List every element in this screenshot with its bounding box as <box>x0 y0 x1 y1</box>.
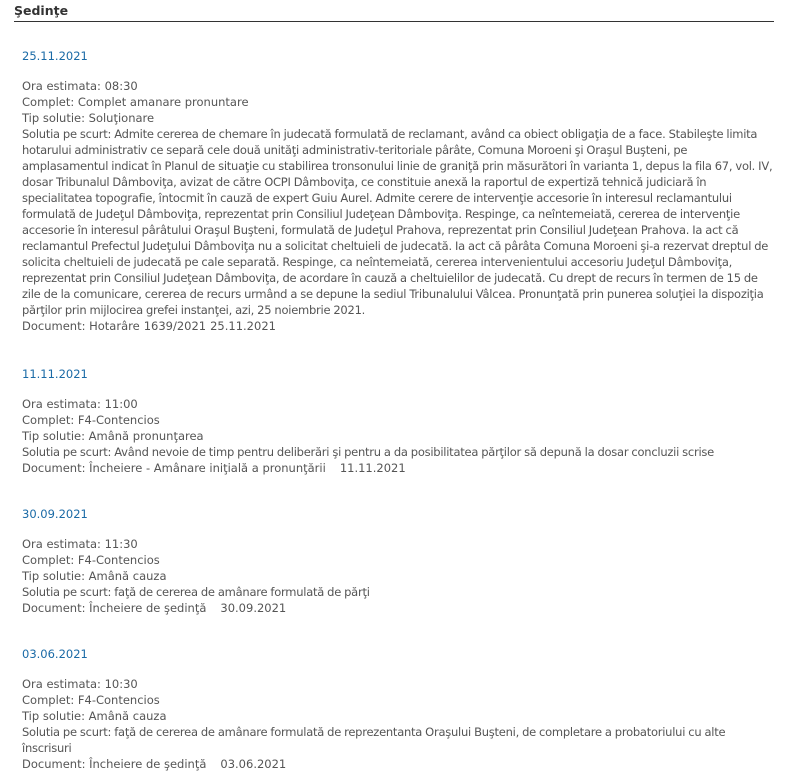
session-date: 25.11.2021 <box>22 49 88 63</box>
session-complet: Complet: F4-Contencios <box>22 553 160 567</box>
session-solutia: Solutia pe scurt: Admite cererea de chemare în judecată formulată de reclamant, având ca obiect obligaţia de a face. Stabileşte limita hotarului administrativ ce separă cele două unităţi administrativ-teritoriale pârâte, Comuna Moroeni şi Oraşul Buşteni, pe amplasamentul indicat în Planul de situaţie cu stabilirea tronsonului linie de graniţă prin măsurători în varianta 1, depus la fila 67, vol. IV, dosar Tribunalul Dâmboviţa, avizat de către OCPI Dâmboviţa, ce constituie anexă la raportul de expertiză tehnică judiciară în specialitatea topografie, întocmit în cauză de expert Guiu Aurel. Admite cerere de intervenţie accesorie în interesul reclamantului formulată de Judeţul Dâmboviţa, reprezentat prin Consiliul Judeţean Dâmboviţa. Respinge, ca neîntemeiată, cererea de intervenţie accesorie în interesul pârâtului Oraşul Buşteni, formulată de Judeţul Prahova, reprezentat prin Consiliul Judeţean Prahova. Ia act că reclamantul Prefectul Judeţului Dâmboviţa nu a solicitat cheltuieli de judecată. Ia act că pârâta Comuna Moroeni şi-a rezervat dreptul de solicita cheltuieli de judecată pe cale separată. Respinge, ca neîntemeiată, cererea intervenientului accesoriu Judeţul Dâmboviţa, reprezentat prin Consiliul Judeţean Dâmboviţa, de acordare în cauză a cheltuielilor de judecată. Cu drept de recurs în termen de 15 de zile de la comunicare, cererea de recurs urmând a se depune la sediul Tribunalului Vâlcea. Pronunţată prin punerea soluţiei la dispoziţia părţilor prin mijlocirea grefei instanţei, azi, 25 noiembrie 2021. <box>22 127 773 317</box>
session-solutia: Solutia pe scurt: faţă de cererea de amânare formulată de reprezentanta Oraşului Buşteni, de completare a probatoriului cu alte înscrisuri <box>22 725 726 755</box>
session-ora: Ora estimata: 08:30 <box>22 79 138 93</box>
session-tip: Tip solutie: Amână cauza <box>22 709 167 723</box>
session-ora: Ora estimata: 10:30 <box>22 677 138 691</box>
session-document: Document: Încheiere - Amânare iniţială a pronunţării 11.11.2021 <box>22 461 406 475</box>
session-tip: Tip solutie: Amână cauza <box>22 569 167 583</box>
session-date: 11.11.2021 <box>22 367 88 381</box>
session-ora: Ora estimata: 11:00 <box>22 397 138 411</box>
session-document: Document: Încheiere de şedinţă 03.06.2021 <box>22 757 287 771</box>
session-solutia: Solutia pe scurt: Având nevoie de timp pentru deliberări şi pentru a da posibilitatea părţilor să depună la dosar concluzii scrise <box>22 445 714 459</box>
session-date: 03.06.2021 <box>22 647 88 661</box>
session-date: 30.09.2021 <box>22 507 88 521</box>
session-entry <box>22 48 774 334</box>
session-solutia: Solutia pe scurt: faţă de cererea de amânare formulată de părţi <box>22 585 370 599</box>
session-document: Document: Încheiere de şedinţă 30.09.2021 <box>22 601 287 615</box>
session-entry <box>22 646 774 772</box>
session-entry <box>22 506 774 616</box>
session-complet: Complet: F4-Contencios <box>22 693 160 707</box>
session-entry <box>22 366 774 476</box>
session-tip: Tip solutie: Soluţionare <box>22 111 155 125</box>
session-complet: Complet: Complet amanare pronuntare <box>22 95 249 109</box>
sessions-title: Şedinţe <box>14 3 69 18</box>
session-document: Document: Hotarâre 1639/2021 25.11.2021 <box>22 319 276 333</box>
sessions-header <box>14 0 774 22</box>
session-tip: Tip solutie: Amână pronunţarea <box>22 429 204 443</box>
session-complet: Complet: F4-Contencios <box>22 413 160 427</box>
session-ora: Ora estimata: 11:30 <box>22 537 138 551</box>
